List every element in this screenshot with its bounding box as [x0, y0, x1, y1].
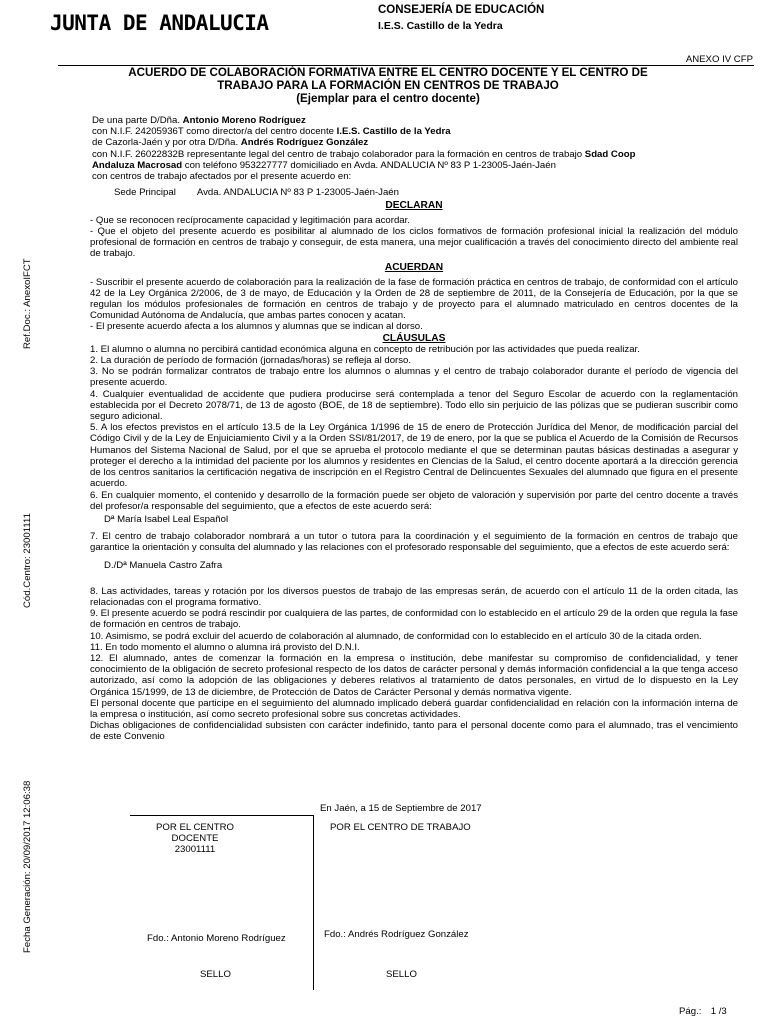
right-signature-title: POR EL CENTRO DE TRABAJO [330, 822, 471, 833]
clausula-2: 2. La duración de período de formación (jornadas/horas) se refleja al dorso. [90, 355, 412, 367]
page-number [679, 1006, 727, 1017]
left-signature-title [150, 822, 240, 856]
director-name: Antonio Moreno Rodríguez [182, 115, 306, 126]
clausula-1: 1. El alumno o alumna no percibirá cantidad económica alguna en concepto de retribución por las actividades que pueda realizar. [90, 343, 640, 355]
parties-line-4: con N.I.F. 26022832B representante legal del centro de trabajo colaborador para la formación en centros de trabajo [92, 148, 585, 160]
right-signer: Fdo.: Andrés Rodríguez González [324, 929, 469, 940]
declaran-heading: DECLARAN [385, 200, 443, 212]
acuerdan-p2: - El presente acuerdo afecta a los alumnos y alumnas que se indican al dorso. [90, 321, 423, 333]
left-center-code: 23001111 [174, 844, 216, 856]
sede-label: Sede Principal [114, 187, 176, 199]
title-line-1: ACUERDO DE COLABORACIÓN FORMATIVA ENTRE EL CENTRO DOCENTE Y EL CENTRO DE [128, 66, 648, 79]
parties-line-3: de Cazorla-Jaén y por otra D/Dña. [92, 137, 241, 149]
clausula-12-docente: El personal docente que participe en el seguimiento del alumnado implicado deberá guardar confidencialidad en relación con la información interna de la empresa o institución, así como secreto profesional sobre sus concretas actividades. [90, 697, 738, 720]
margin-cod-centro: Cód.Centro: 23001111 [22, 513, 33, 608]
parties-line-2: con N.I.F. 24205936T como director/a del centro docente [92, 126, 337, 138]
clausula-6: 6. En cualquier momento, el contenido y desarrollo de la formación puede ser objeto de valoración y supervisión por parte del centro docente a través del profesor/a responsable del seguimiento, que a efectos de este acuerdo será: [90, 489, 738, 512]
representative-name: Andrés Rodríguez González [240, 137, 369, 149]
left-title-line-2: DOCENTE [171, 833, 219, 845]
company-name-1: Sdad Coop [584, 148, 636, 160]
center-name: I.E.S. Castillo de la Yedra [336, 126, 451, 138]
margin-ref-doc: Ref.Doc.: AnexoIFCT [22, 258, 33, 349]
page-value: 1 /3 [710, 1006, 727, 1017]
clausula-3: 3. No se podrán formalizar contratos de trabajo entre los alumnos o alumnas y el centro de trabajo colaborador durante el período de vigencia del presente acuerdo. [90, 366, 738, 389]
clausula-12-indefinido: Dichas obligaciones de confidencialidad subsisten con carácter indefinido, tanto para el personal docente como para el alumnado, tras el vencimiento de este Convenio [90, 720, 738, 743]
place-date: En Jaén, a 15 de Septiembre de 2017 [320, 803, 482, 814]
ies-heading: I.E.S. Castillo de la Yedra [378, 20, 503, 32]
title-line-3: (Ejemplar para el centro docente) [296, 92, 480, 105]
seguimiento-teacher: Dª María Isabel Leal Español [104, 513, 229, 525]
left-stamp-label: SELLO [200, 969, 231, 980]
left-signer: Fdo.: Antonio Moreno Rodríguez [147, 933, 286, 944]
acuerdan-heading: ACUERDAN [384, 262, 444, 274]
anexo-label: ANEXO IV CFP [685, 54, 753, 65]
clausula-5: 5. A los efectos previstos en el artículo 13.5 de la Ley Orgánica 1/1996 de 15 de enero de Protección Jurídica del Menor, de modificación parcial del Código Civil y de la Ley de Enjuiciamiento Civil y a la Orden SSI/81/2017, de 19 de enero, por la que se publica el Acuerdo de la Comisión de Recursos Humanos del Sistema Nacional de Salud, por el que se aprueba el protocolo mediante el que se determinan pautas básicas destinadas a asegurar y proteger el derecho a la intimidad del paciente por los alumnos y residentes en Ciencias de la Salud, el centro docente aportará a la dirección gerencia de los centros sanitarios la certificación negativa de inscripción en el Registro Central de Delincuentes Sexuales del alumnado que figura en el presente acuerdo. [90, 422, 738, 490]
margin-fecha-generacion: Fecha Generación: 20/09/2017 12:06:38 [22, 780, 33, 953]
declaran-p2: - Que el objeto del presente acuerdo es posibilitar al alumnado de los ciclos formativos de formación profesional inicial la realización del módulo profesional de formación en centros de trabajo y conseguir, de esta manera, una mejor cualificación a través del conocimiento directo del ambiente real de trabajo. [90, 225, 738, 260]
left-title-line-1: POR EL CENTRO [155, 822, 234, 833]
clausula-7: 7. El centro de trabajo colaborador nombrará a un tutor o tutora para la coordinación y el seguimiento de la formación en centros de trabajo que garantice la orientación y consulta del alumnado y las relaciones con el profesorado responsable del seguimiento, que a efectos de este acuerdo será: [90, 531, 738, 554]
signature-divider [313, 815, 314, 990]
parties-line-1: De una parte D/Dña. [92, 115, 183, 126]
document-body [90, 115, 738, 743]
document-title [88, 66, 688, 105]
junta-de-andalucia-logo: JUNTA DE ANDALUCIA [50, 11, 269, 35]
clausulas-heading: CLÁUSULAS [382, 332, 446, 344]
consejeria-heading: CONSEJERÍA DE EDUCACIÓN [378, 4, 545, 16]
clausula-9: 9. El presente acuerdo se podrá rescindir por cualquiera de las partes, de conformidad con lo establecido en el artículo 29 de la orden que regula la fase de formación en centros de trabajo. [90, 608, 738, 631]
page-label: Pág.: [679, 1006, 702, 1017]
declaran-p1: - Que se reconocen recíprocamente capacidad y legitimación para acordar. [90, 214, 410, 226]
parties-section [92, 115, 730, 198]
clausula-12: 12. El alumnado, antes de comenzar la formación en la empresa o institución, debe manifestar su compromiso de confidencialidad, y tener conocimiento de la obligación de secreto profesional respecto de los datos de carácter personal y demás información confidencial a la que tenga acceso autorizado, así como la adopción de las obligaciones y deberes relativos al tratamiento de datos personales, en virtud de lo dispuesto en la Ley Orgánica 15/1999, de 13 de diciembre, de Protección de Datos de Carácter Personal y demás normativa vigente. [90, 652, 738, 698]
sede-address: Avda. ANDALUCIA Nº 83 P 1-23005-Jaén-Jaén [196, 187, 399, 199]
parties-line-6: con centros de trabajo afectados por el presente acuerdo en: [92, 171, 352, 183]
title-line-2: TRABAJO PARA LA FORMACIÓN EN CENTROS DE TRABAJO [217, 79, 559, 92]
clausula-4: 4. Cualquier eventualidad de accidente que pudiera producirse será contemplada a tenor del Seguro Escolar de acuerdo con la reglamentación establecida por el Decreto 2078/71, de 13 de agosto (BOE, de 18 de septiembre). Todo ello sin perjuicio de las pólizas que se pudieran suscribir como seguro adicional. [90, 388, 738, 423]
clausula-11: 11. En todo momento el alumno o alumna irá provisto del D.N.I. [90, 641, 360, 653]
parties-line-5: con teléfono 953227777 domiciliado en Avda. ANDALUCIA Nº 83 P 1-23005-Jaén-Jaén [182, 159, 556, 171]
company-name-2: Andaluza Macrosad [92, 159, 183, 171]
right-stamp-label: SELLO [386, 969, 417, 980]
signature-box-top [130, 815, 313, 816]
acuerdan-p1: - Suscribir el presente acuerdo de colaboración para la realización de la fase de formación práctica en centros de trabajo, de conformidad con el artículo 42 de la Ley Orgánica 2/2006, de 3 de mayo, de Educación y la Orden de 28 de septiembre de 2011, de la Consejería de Educación, por la que se regulan los módulos profesionales de formación en centros de trabajo y de proyecto para el alumnado matriculado en centros docentes de la Comunidad Autónoma de Andalucía, que ambas partes conocen y acatan. [90, 276, 738, 322]
clausula-10: 10. Asimismo, se podrá excluir del acuerdo de colaboración al alumnado, de conformidad con lo establecido en el artículo 30 de la citada orden. [90, 630, 702, 642]
clausula-8: 8. Las actividades, tareas y rotación por los diversos puestos de trabajo de las empresas serán, de acuerdo con el artículo 11 de la orden citada, las relacionadas con el programa formativo. [90, 585, 738, 608]
company-tutor: D./Dª Manuela Castro Zafra [104, 559, 223, 571]
